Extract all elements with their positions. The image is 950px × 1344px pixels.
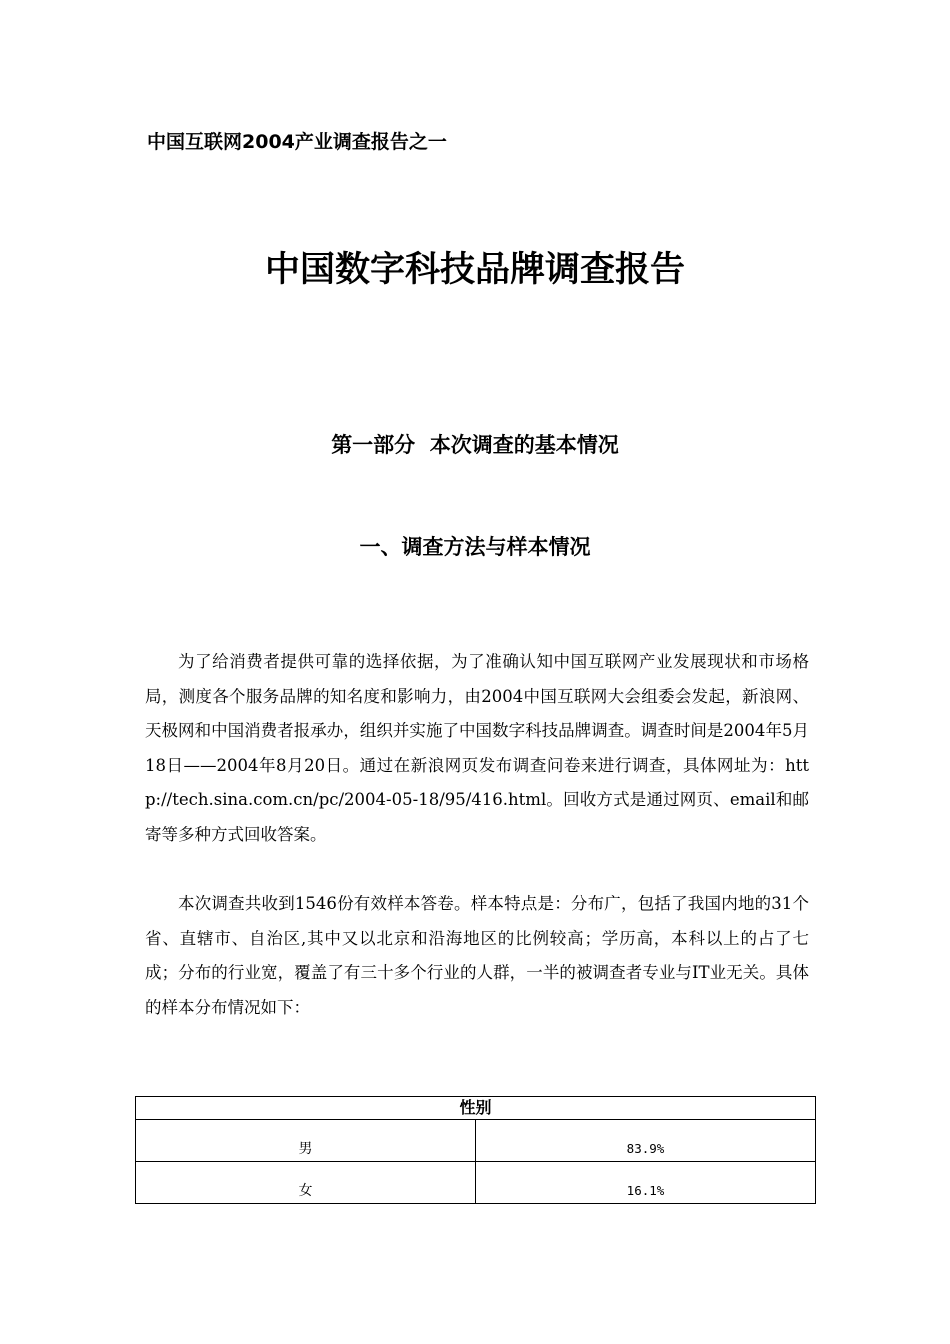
cell-text: 男 <box>298 1141 313 1157</box>
sample-description-paragraph: 本次调查共收到1546份有效样本答卷。样本特点是：分布广，包括了我国内地的31个省、直辖市、自治区,其中又以北京和沿海地区的比例较高；学历高，本科以上的占了七成；分布的行业宽，覆盖了有三十多个行业的人群，一半的被调查者专业与IT业无关。具体的样本分布情况如下： <box>145 894 809 1017</box>
report-title: 中国数字科技品牌调查报告 <box>264 250 685 290</box>
report-series-label: 中国互联网2004产业调查报告之一 <box>147 131 447 153</box>
table-cell-label <box>136 1120 476 1162</box>
table-cell-value <box>476 1120 816 1162</box>
table-header-gender: 性别 <box>136 1097 816 1120</box>
table-cell-label <box>136 1162 476 1204</box>
cell-text: 16.1% <box>626 1183 665 1198</box>
section-heading: 一、调查方法与样本情况 <box>359 535 591 559</box>
table-row <box>136 1162 816 1204</box>
cell-text: 女 <box>298 1183 313 1199</box>
table-cell-value <box>476 1162 816 1204</box>
gender-distribution-table <box>135 1096 816 1204</box>
table-header-row <box>136 1097 816 1120</box>
cell-text: 83.9% <box>626 1141 665 1156</box>
table-row <box>136 1120 816 1162</box>
intro-paragraph: 为了给消费者提供可靠的选择依据，为了准确认知中国互联网产业发展现状和市场格局，测度各个服务品牌的知名度和影响力，由2004中国互联网大会组委会发起，新浪网、天极网和中国消费者报承办，组织并实施了中国数字科技品牌调查。调查时间是2004年5月18日——2004年8月20日。通过在新浪网页发布调查问卷来进行调查，具体网址为：http://tech.sina.com.cn/pc/2004-05-18/95/416.html。回收方式是通过网页、email和邮寄等多种方式回收答案。 <box>145 652 809 844</box>
part-heading: 第一部分 本次调查的基本情况 <box>331 433 619 457</box>
